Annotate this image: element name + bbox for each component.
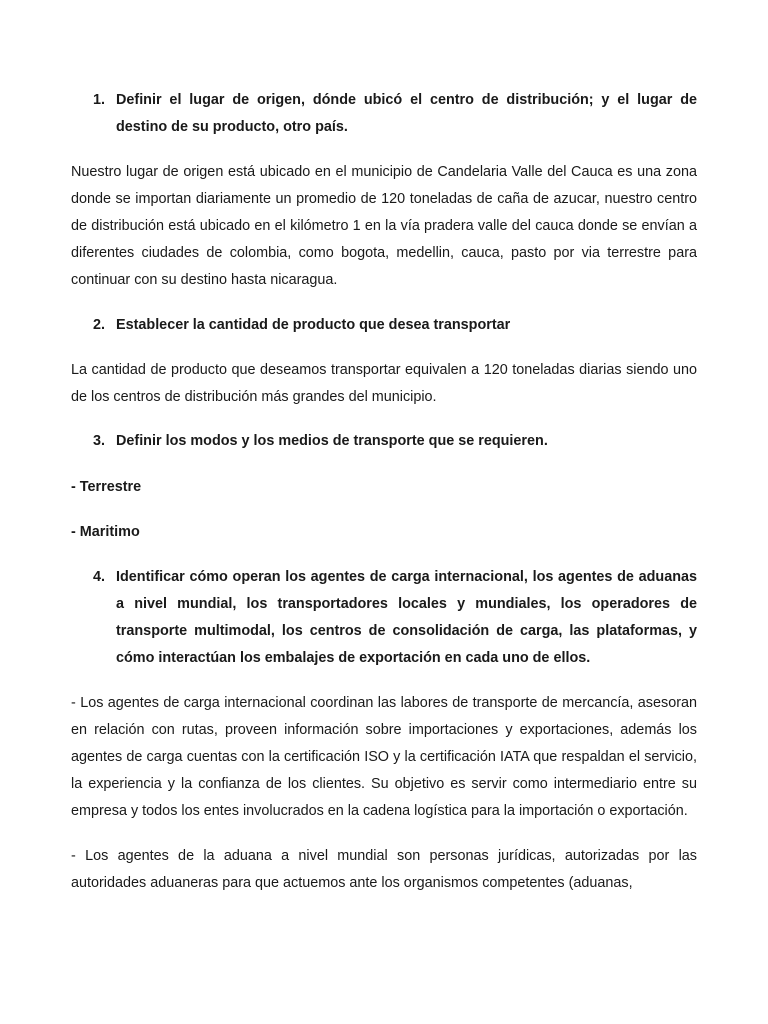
section-number-1: 1. [93,92,106,108]
bullet-maritimo: - Maritimo [71,524,140,540]
section-number-4: 4. [93,569,106,585]
section-title-2: Establecer la cantidad de producto que desea transportar [116,317,511,333]
paragraph-origin: Nuestro lugar de origen está ubicado en el municipio de Candelaria Valle del Cauca es una zona donde se importan diariamente un promedio de 120 toneladas de caña de azucar, nuestro centro de distribución está ubicado en el kilómetro 1 en la vía pradera valle del cauca donde se envían a diferentes ciudades de colombia, como bogota, medellin, cauca, pasto por via terrestre para continuar con su destino hasta nicaragua. [71,164,697,288]
bullet-terrestre: - Terrestre [71,479,142,495]
section-heading-1 [93,87,697,141]
section-number-3: 3. [93,433,106,449]
section-heading-3 [93,428,697,455]
paragraph-cargo-agents: - Los agentes de carga internacional coordinan las labores de transporte de mercancía, asesoran en relación con rutas, proveen información sobre importaciones y exportaciones, además los agentes de carga cuentas con la certificación ISO y la certificación IATA que respaldan el servicio, la experiencia y la confianza de los clientes. Su objetivo es servir como intermediario entre su empresa y todos los entes involucrados en la cadena logística para la importación o exportación. [71,695,697,819]
section-heading-2 [93,312,697,339]
section-heading-4 [93,564,697,672]
document-page [71,87,697,897]
section-title-4: Identificar cómo operan los agentes de carga internacional, los agentes de aduanas a nivel mundial, los transportadores locales y mundiales, los operadores de transporte multimodal, los centros de consolidación de carga, las plataformas, y cómo interactúan los embalajes de exportación en cada uno de ellos. [116,569,697,666]
paragraph-quantity: La cantidad de producto que deseamos transportar equivalen a 120 toneladas diarias siendo uno de los centros de distribución más grandes del municipio. [71,362,697,405]
section-title-1: Definir el lugar de origen, dónde ubicó el centro de distribución; y el lugar de destino de su producto, otro país. [116,92,697,135]
section-title-3: Definir los modos y los medios de transporte que se requieren. [116,433,548,449]
paragraph-customs-agents: - Los agentes de la aduana a nivel mundial son personas jurídicas, autorizadas por las autoridades aduaneras para que actuemos ante los organismos competentes (aduanas, [71,848,697,891]
section-number-2: 2. [93,317,106,333]
